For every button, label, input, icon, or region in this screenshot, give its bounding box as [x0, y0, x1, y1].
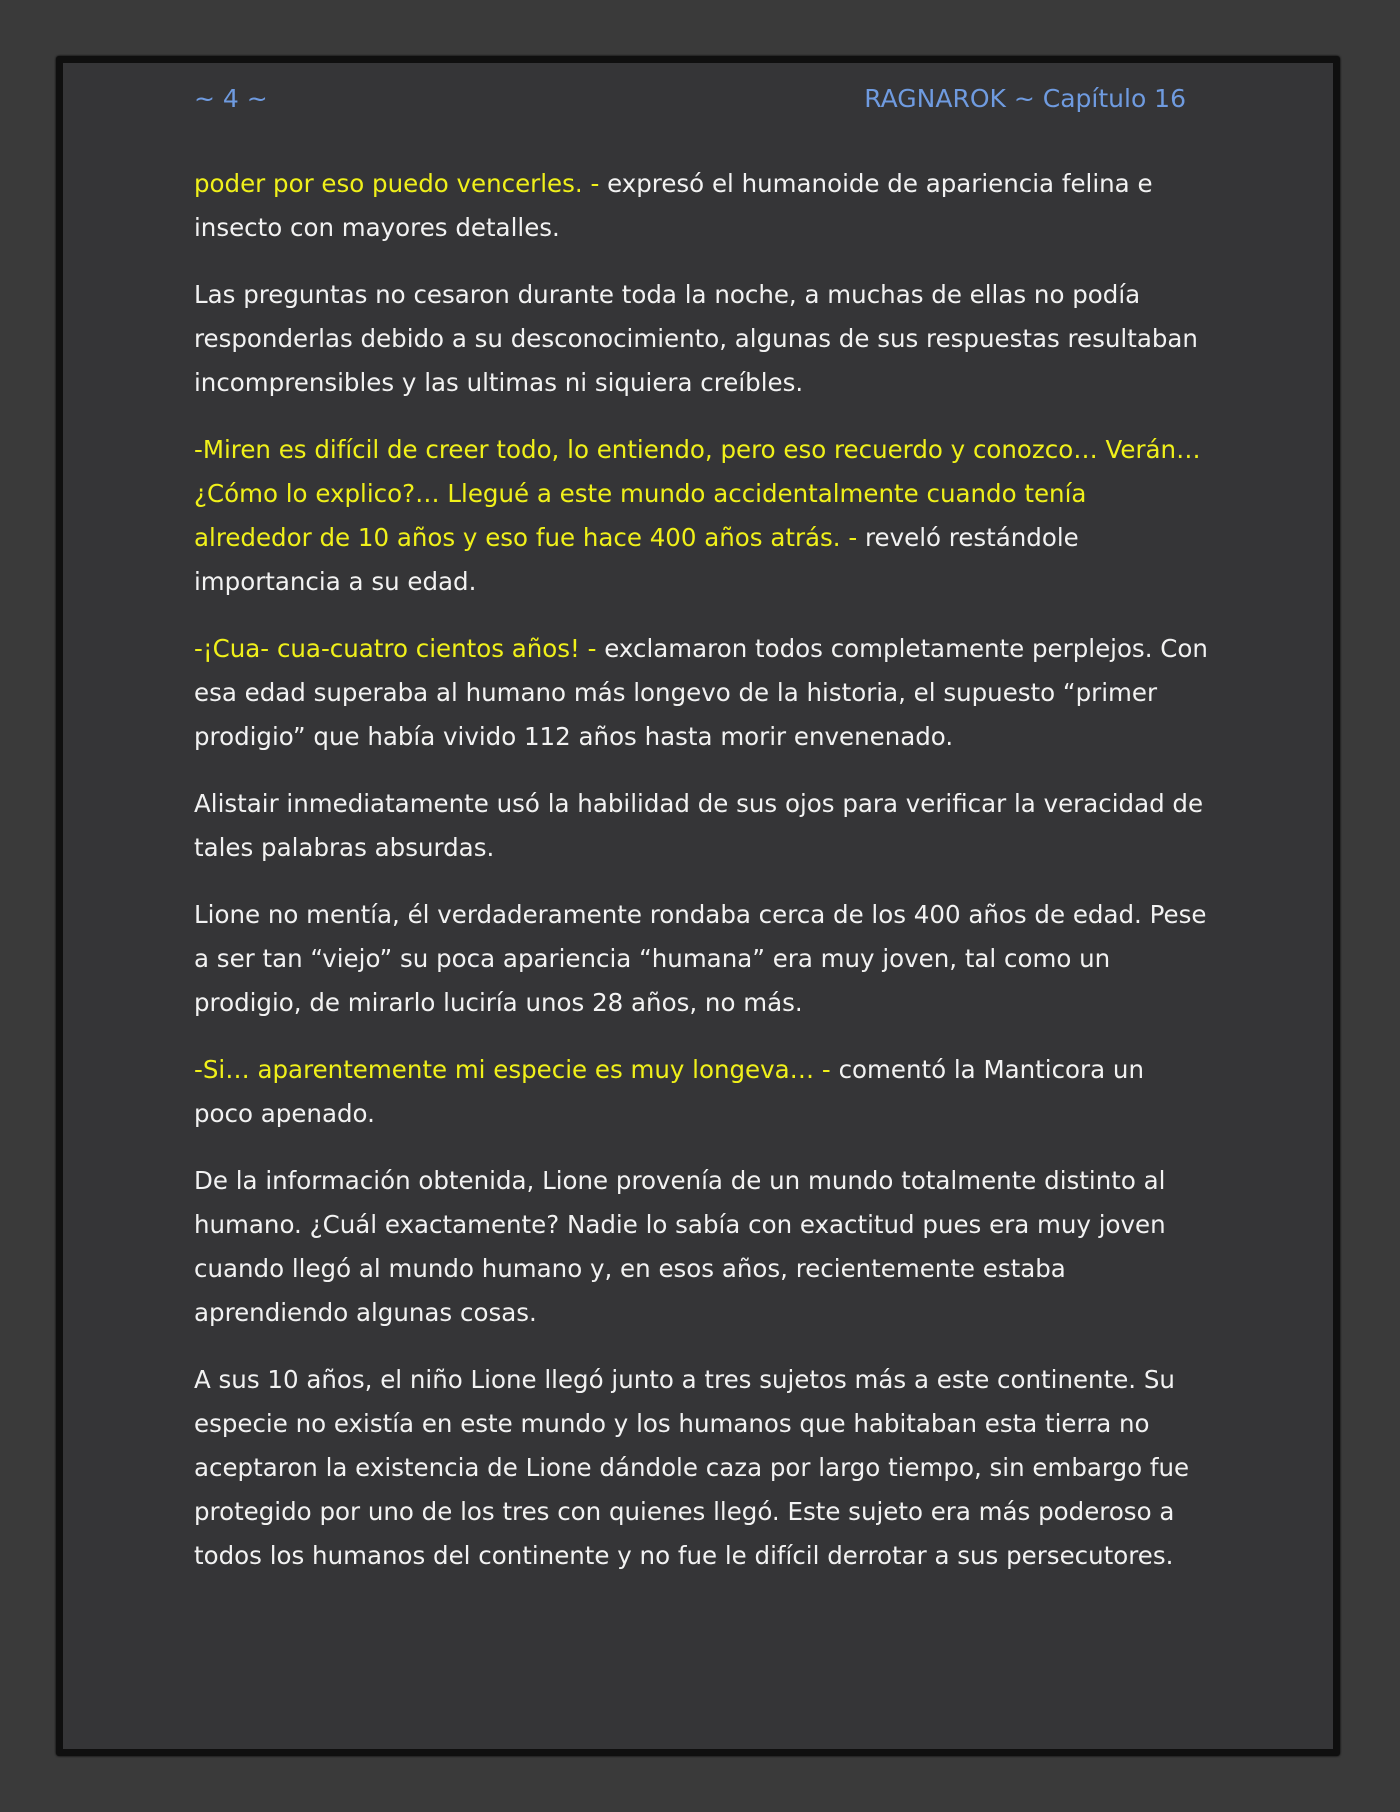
narration-text: Lione no mentía, él verdaderamente rondaba cerca de los 400 años de edad. Pese a ser tan “viejo” su poca apariencia “humana” era muy joven, tal como un prodigio, de mirarlo luciría unos 28 años, no más. [194, 900, 1207, 1017]
narration-text: exclamaron todos completamente perplejos. Con esa edad superaba al humano más longevo de la historia, el supuesto “primer prodigio” que había vivido 112 años hasta morir envenenado. [194, 634, 1208, 751]
paragraph [194, 1048, 1210, 1136]
dialogue-text: -Miren es difícil de creer todo, lo entiendo, pero eso recuerdo y conozco… Verán… ¿Cómo lo explico?… Llegué a este mundo accidentalmente cuando tenía alrededor de 10 años y eso fue hace 400 años atrás. - [194, 435, 1201, 552]
page-header [194, 84, 1186, 124]
paragraph [194, 428, 1210, 604]
paragraph [194, 893, 1210, 1025]
page-number: ~ 4 ~ [194, 84, 268, 113]
chapter-title: RAGNAROK ~ Capítulo 16 [864, 84, 1186, 113]
paragraph [194, 273, 1210, 405]
paragraph [194, 782, 1210, 870]
paragraph [194, 1358, 1210, 1578]
narration-text: comentó la Manticora un poco apenado. [194, 1055, 1144, 1128]
narration-text: reveló restándole importancia a su edad. [194, 523, 1079, 596]
narration-text: Alistair inmediatamente usó la habilidad de sus ojos para verificar la veracidad de tales palabras absurdas. [194, 789, 1204, 862]
narration-text: Las preguntas no cesaron durante toda la noche, a muchas de ellas no podía responderlas debido a su desconocimiento, algunas de sus respuestas resultaban incomprensibles y las ultimas ni siquiera creíbles. [194, 280, 1198, 397]
narration-text: De la información obtenida, Lione provenía de un mundo totalmente distinto al humano. ¿Cuál exactamente? Nadie lo sabía con exactitud pues era muy joven cuando llegó al mundo humano y, en esos años, recientemente estaba aprendiendo algunas cosas. [194, 1166, 1166, 1327]
dialogue-text: poder por eso puedo vencerles. - [194, 169, 600, 198]
chapter-text [194, 162, 1210, 1601]
narration-text: A sus 10 años, el niño Lione llegó junto a tres sujetos más a este continente. Su especie no existía en este mundo y los humanos que habitaban esta tierra no aceptaron la existencia de Lione dándole caza por largo tiempo, sin embargo fue protegido por uno de los tres con quienes llegó. Este sujeto era más poderoso a todos los humanos del continente y no fue le difícil derrotar a sus persecutores. [194, 1365, 1190, 1570]
paragraph [194, 162, 1210, 250]
narration-text: expresó el humanoide de apariencia felina e insecto con mayores detalles. [194, 169, 1153, 242]
paragraph [194, 627, 1210, 759]
dialogue-text: -Si… aparentemente mi especie es muy longeva… - [194, 1055, 831, 1084]
paragraph [194, 1159, 1210, 1335]
dialogue-text: -¡Cua- cua-cuatro cientos años! - [194, 634, 597, 663]
